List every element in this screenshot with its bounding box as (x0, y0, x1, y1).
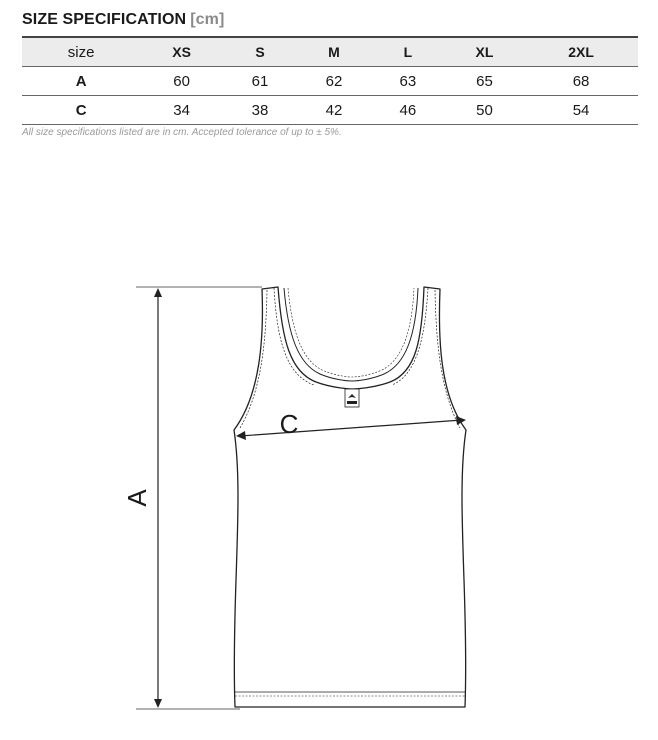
cell-a-s: 61 (251, 72, 269, 90)
cell-a-l: 63 (399, 72, 417, 90)
cell-c-s: 38 (251, 101, 269, 119)
size-header-xs: XS (172, 44, 191, 60)
chest-dimension (236, 409, 466, 440)
size-corner-label: size (67, 43, 95, 61)
size-header-2xl: 2XL (568, 44, 594, 60)
cell-c-2xl: 54 (572, 101, 590, 119)
cell-a-m: 62 (325, 72, 343, 90)
title-text: SIZE SPECIFICATION (22, 11, 187, 28)
title-unit: [cm] (190, 11, 225, 28)
cell-c-l: 46 (399, 101, 417, 119)
tank-top-outline (234, 287, 466, 707)
size-header-l: L (403, 44, 413, 60)
cell-a-xs: 60 (173, 72, 190, 90)
size-header-xl: XL (475, 44, 494, 60)
arrow-up-icon (154, 288, 162, 297)
cell-a-xl: 65 (476, 72, 493, 90)
arrow-down-icon (154, 699, 162, 708)
chest-label: C (279, 409, 299, 439)
cell-c-xs: 34 (173, 101, 190, 119)
neck-label-tag (345, 389, 359, 407)
cell-a-2xl: 68 (572, 72, 590, 90)
cell-c-xl: 50 (476, 101, 493, 119)
cell-c-m: 42 (325, 101, 343, 119)
row-label-a: A (75, 72, 87, 90)
size-header-s: S (255, 44, 265, 60)
length-dimension (122, 287, 262, 709)
size-header-m: M (328, 44, 340, 60)
arrow-left-icon (236, 431, 246, 440)
row-label-c: C (75, 101, 87, 119)
length-label: A (122, 489, 152, 507)
tolerance-note: All size specifications listed are in cm. Accepted tolerance of up to ± 5%. (22, 127, 342, 138)
